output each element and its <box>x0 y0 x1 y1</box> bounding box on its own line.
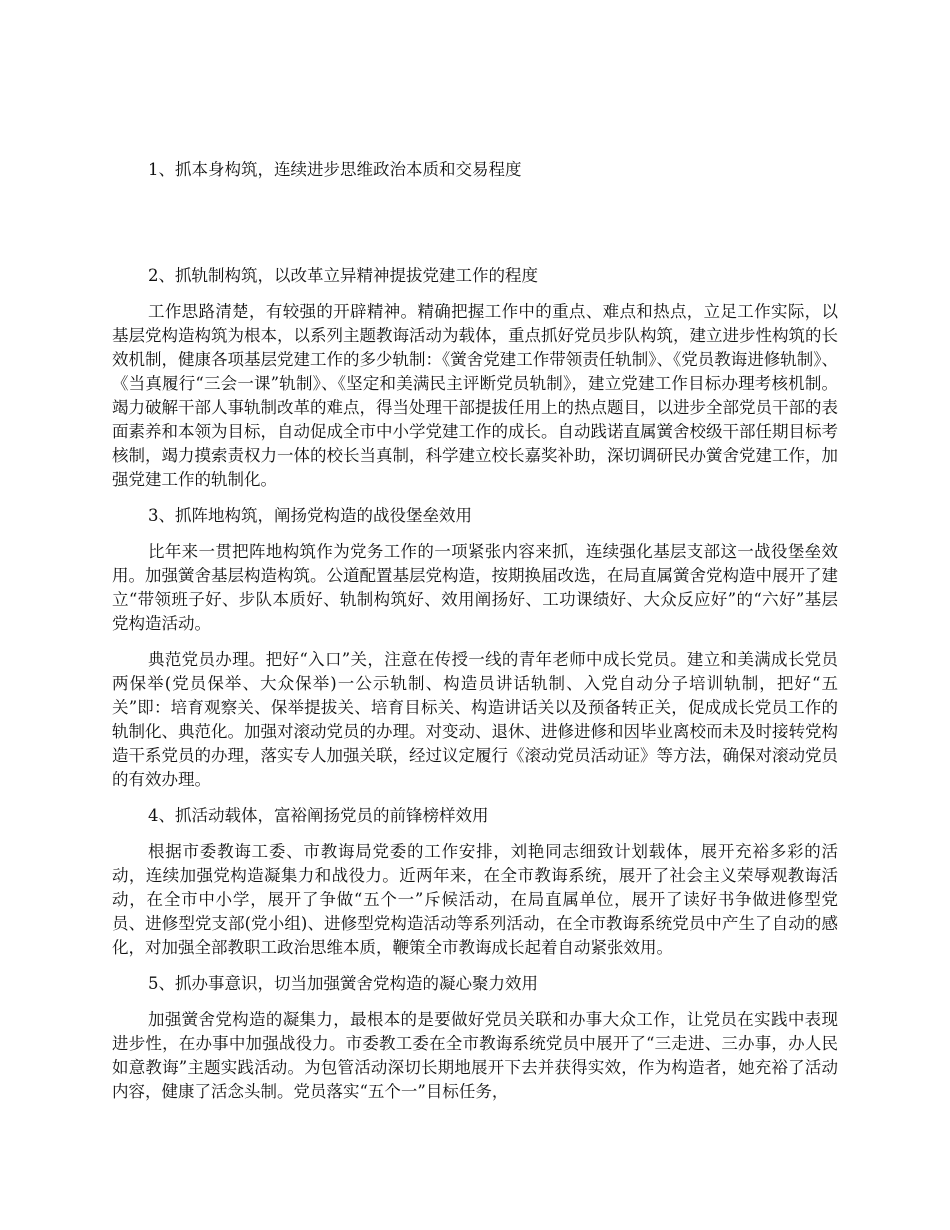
document-body <box>112 158 838 1104</box>
paragraph-section-3b: 典范党员办理。把好“入口”关，注意在传授一线的青年老师中成长党员。建立和美满成长党员两保举(党员保举、大众保举)一公示轨制、构造员讲话轨制、入党自动分子培训轨制，把好“五关”即：培育观察关、保举提拔关、培育目标关、构造讲话关以及预备转正关，促成成长党员工作的轨制化、典范化。加强对滚动党员的办理。对变动、退休、进修进修和因毕业离校而未及时接转党构造干系党员的办理，落实专人加强关联，经过议定履行《滚动党员活动证》等方法，确保对滚动党员的有效办理。 <box>112 650 838 789</box>
section-heading-2: 2、抓轨制构筑，以改革立异精神提拔党建工作的程度 <box>148 266 538 285</box>
section-heading-3: 3、抓阵地构筑，阐扬党构造的战役堡垒效用 <box>148 506 472 525</box>
section-heading-1: 1、抓本身构筑，连续进步思维政治本质和交易程度 <box>148 160 522 179</box>
paragraph-section-2: 工作思路清楚，有较强的开辟精神。精确把握工作中的重点、难点和热点，立足工作实际，以基层党构造构筑为根本，以系列主题教诲活动为载体，重点抓好党员步队构筑，建立进步性构筑的长效机制，健康各项基层党建工作的多少轨制：《黉舍党建工作带领责任轨制》、《党员教诲进修轨制》、《当真履行“三会一课”轨制》、《坚定和美满民主评断党员轨制》，建立党建工作目标办理考核机制。竭力破解干部人事轨制改革的难点，得当处理干部提拔任用上的热点题目，以进步全部党员干部的表面素养和本领为目标，自动促成全市中小学党建工作的成长。自动践诺直属黉舍校级干部任期目标考核制，竭力摸索责权力一体的校长当真制，科学建立校长嘉奖补助，深切调研民办黉舍党建工作，加强党建工作的轨制化。 <box>112 302 838 489</box>
paragraph-section-5: 加强黉舍党构造的凝集力，最根本的是要做好党员关联和办事大众工作，让党员在实践中表现进步性，在办事中加强战役力。市委教工委在全市教诲系统党员中展开了“三走进、三办事，办人民如意教诲”主题实践活动。为包管活动深切长期地展开下去并获得实效，作为构造者，她充裕了活动内容，健康了活念头制。党员落实“五个一”目标任务， <box>112 1010 838 1101</box>
paragraph-section-4: 根据市委教诲工委、市教诲局党委的工作安排，刘艳同志细致计划载体，展开充裕多彩的活动，连续加强党构造凝集力和战役力。近两年来，在全市教诲系统，展开了社会主义荣辱观教诲活动，在全市中小学，展开了争做“五个一”斥候活动，在局直属单位，展开了读好书争做进修型党员、进修型党支部(党小组)、进修型党构造活动等系列活动，在全市教诲系统党员中产生了自动的感化，对加强全部教职工政治思维本质，鞭策全市教诲成长起着自动紧张效用。 <box>112 842 838 957</box>
paragraph-section-3a: 比年来一贯把阵地构筑作为党务工作的一项紧张内容来抓，连续强化基层支部这一战役堡垒效用。加强黉舍基层构造构筑。公道配置基层党构造，按期换届改选，在局直属黉舍党构造中展开了建立“带领班子好、步队本质好、轨制构筑好、效用阐扬好、工功课绩好、大众反应好”的“六好”基层党构造活动。 <box>112 542 838 633</box>
section-heading-4: 4、抓活动载体，富裕阐扬党员的前锋榜样效用 <box>148 806 489 825</box>
section-heading-5: 5、抓办事意识，切当加强黉舍党构造的凝心聚力效用 <box>148 974 538 993</box>
